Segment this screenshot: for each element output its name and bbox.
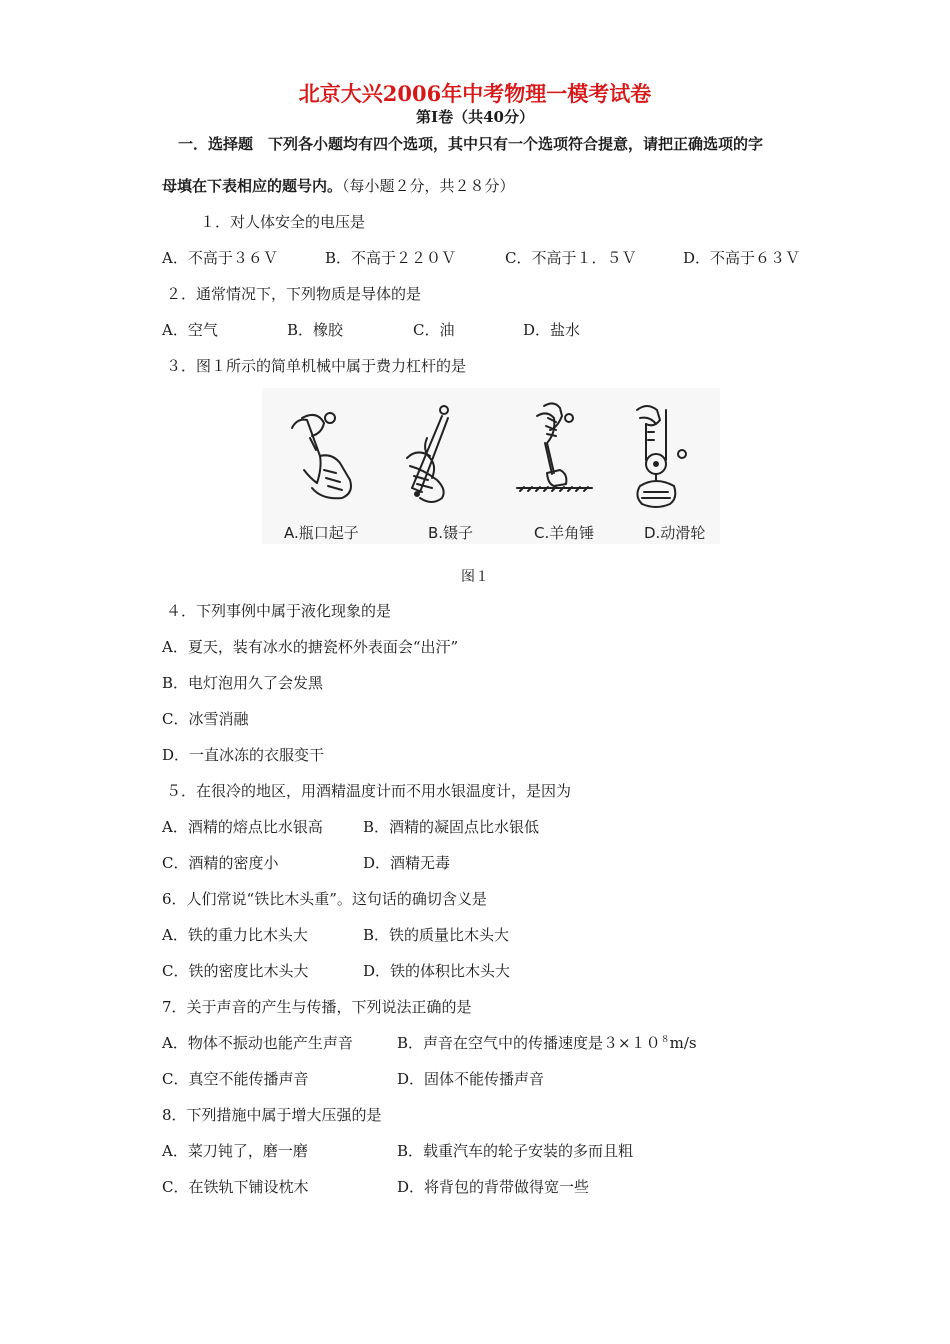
tweezers-drawing: [407, 406, 448, 502]
q2-option-a: A．空气: [162, 321, 218, 339]
q7-option-c: C．真空不能传播声音: [162, 1070, 309, 1088]
q8-option-d: D．将背包的背带做得宽一些: [397, 1178, 590, 1196]
q5-option-b: B．酒精的凝固点比水银低: [363, 818, 540, 836]
question-7-stem: 7．关于声音的产生与传播，下列说法正确的是: [162, 998, 472, 1016]
question-4-stem: ４．下列事例中属于液化现象的是: [166, 602, 392, 620]
claw-hammer-drawing: [517, 403, 592, 491]
lever-figure: [262, 388, 720, 544]
question-3-stem: ３．图１所示的简单机械中属于费力杠杆的是: [166, 357, 467, 375]
q7-option-a: A．物体不振动也能产生声音: [162, 1034, 353, 1052]
section-intro-line2: [162, 175, 515, 196]
section-intro-line1: 一．选择题 下列各小题均有四个选项，其中只有一个选项符合提意，请把正确选项的字: [178, 135, 764, 153]
q8-option-a: A．菜刀钝了，磨一磨: [162, 1142, 308, 1160]
q4-option-b: B．电灯泡用久了会发黑: [162, 674, 324, 692]
q8-option-b: B．载重汽车的轮子安装的多而且粗: [397, 1142, 634, 1160]
figure-label: 图１: [461, 569, 489, 585]
q1-option-b: B．不高于２２０Ｖ: [325, 249, 457, 267]
q8-option-c: C．在铁轨下铺设枕木: [162, 1178, 309, 1196]
bottle-opener-drawing: [292, 413, 351, 498]
q6-option-c: C．铁的密度比木头大: [162, 962, 309, 980]
movable-pulley-drawing: [637, 406, 686, 507]
question-6-stem: 6．人们常说“铁比木头重”。这句话的确切含义是: [162, 890, 487, 908]
q4-option-d: D．一直冰冻的衣服变干: [162, 746, 325, 764]
q7-option-b-text: B．声音在空气中的传播速度是３×１０: [397, 1034, 661, 1052]
question-5-stem: ５．在很冷的地区，用酒精温度计而不用水银温度计，是因为: [166, 782, 572, 800]
q4-option-a: A．夏天，装有冰水的搪瓷杯外表面会“出汗”: [162, 638, 459, 656]
lever-illustrations: [262, 388, 720, 544]
q5-option-d: D．酒精无毒: [363, 854, 451, 872]
q2-option-d: D．盐水: [523, 321, 581, 339]
q5-option-a: A．酒精的熔点比水银高: [162, 818, 323, 836]
q6-option-d: D．铁的体积比木头大: [363, 962, 511, 980]
q7-option-b: [397, 1032, 697, 1053]
q1-option-d: D．不高于６３Ｖ: [683, 249, 801, 267]
figure-caption-a: A.瓶口起子: [284, 524, 359, 542]
section-intro-bold: 母填在下表相应的题号内。: [162, 177, 343, 195]
figure-caption-d: D.动滑轮: [644, 524, 706, 542]
section-intro-note: （每小题２分，共２８分）: [342, 177, 515, 195]
q1-option-a: A．不高于３６Ｖ: [162, 249, 278, 267]
q1-option-c: C．不高于１．５Ｖ: [505, 249, 637, 267]
figure-caption-b: B.镊子: [428, 524, 474, 542]
volume-subtitle: 第Ⅰ卷（共40分）: [416, 108, 534, 126]
question-2-stem: ２．通常情况下，下列物质是导体的是: [166, 285, 422, 303]
q7-option-d: D．固体不能传播声音: [397, 1070, 545, 1088]
exam-title: 北京大兴2006年中考物理一模考试卷: [298, 81, 652, 106]
figure-caption-c: C.羊角锤: [534, 524, 595, 542]
q7-option-b-unit: m/s: [669, 1034, 697, 1052]
q5-option-c: C．酒精的密度小: [162, 854, 279, 872]
q6-option-b: B．铁的质量比木头大: [363, 926, 510, 944]
question-8-stem: 8．下列措施中属于增大压强的是: [162, 1106, 382, 1124]
q6-option-a: A．铁的重力比木头大: [162, 926, 308, 944]
q2-option-c: C．油: [413, 321, 455, 339]
q4-option-c: C．冰雪消融: [162, 710, 249, 728]
q2-option-b: B．橡胶: [287, 321, 344, 339]
question-1-stem: １．对人体安全的电压是: [200, 213, 366, 231]
q7-option-b-exponent: ８: [660, 1035, 670, 1045]
